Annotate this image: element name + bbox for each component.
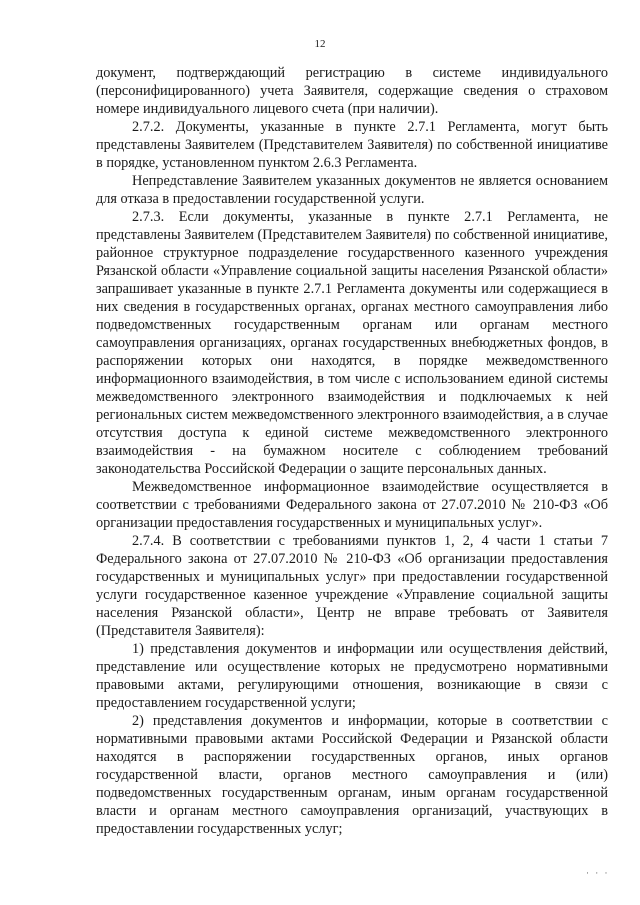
paragraph-non-submission: Непредставление Заявителем указанных документов не является основанием для отказа в предоставлении государственной услуги.: [96, 173, 608, 207]
paragraph-item-2: 2) представления документов и информации, которые в соответствии с нормативными правовыми актами Российской Федерации и Рязанской области находятся в распоряжении государственных органов, иных органов государственной власти, органов местного самоуправления и (или) подведомственных государственным органам, иным органам государственной власти и органам местного самоуправления организаций, участвующих в предоставлении государственных услуг;: [96, 713, 608, 837]
paragraph-interagency: Межведомственное информационное взаимодействие осуществляется в соответствии с требованиями Федерального закона от 27.07.2010 № 210-ФЗ «Об организации предоставления государственных и муниципальных услуг».: [96, 479, 608, 531]
paragraph-item-1: 1) представления документов и информации или осуществления действий, представление или осуществление которых не предусмотрено нормативными правовыми актами, регулирующими отношения, возникающие в связи с предоставлением государственной услуги;: [96, 641, 608, 711]
paragraph-continuation: документ, подтверждающий регистрацию в системе индивидуального (персонифицированного) учета Заявителя, содержащие сведения о страховом номере индивидуального лицевого счета (при наличии).: [96, 65, 608, 117]
page-number: 12: [314, 38, 326, 50]
paragraph-2-7-4: 2.7.4. В соответствии с требованиями пунктов 1, 2, 4 части 1 статьи 7 Федерального закона от 27.07.2010 № 210-ФЗ «Об организации предоставления государственных и муниципальных услуг» при предоставлении государственной услуги государственное казенное учреждение «Управление социальной защиты населения Рязанской области», Центр не вправе требовать от Заявителя (Представителя Заявителя):: [96, 533, 608, 639]
paragraph-2-7-2: 2.7.2. Документы, указанные в пункте 2.7.1 Регламента, могут быть представлены Заявителем (Представителем Заявителя) по собственной инициативе в порядке, установленном пунктом 2.6.3 Регламента.: [96, 119, 608, 171]
scan-mark: · · ·: [586, 868, 610, 878]
paragraph-2-7-3: 2.7.3. Если документы, указанные в пункте 2.7.1 Регламента, не представлены Заявителем (Представителем Заявителя) по собственной инициативе, районное структурное подразделение государственного казенного учреждения Рязанской области «Управление социальной защиты населения Рязанской области» запрашивает указанные в пункте 2.7.1 Регламента документы или содержащиеся в них сведения в государственных органах, органах местного самоуправления либо подведомственных государственным органам или органам местного самоуправления организациях, органах государственных внебюджетных фондов, в распоряжении которых они находятся, в порядке межведомственного информационного взаимодействия, в том числе с использованием единой системы межведомственного электронного взаимодействия и подключаемых к ней региональных систем межведомственного электронного взаимодействия, а в случае отсутствия доступа к единой системе межведомственного электронного взаимодействия - на бумажном носителе с соблюдением требований законодательства Российской Федерации о защите персональных данных.: [96, 209, 608, 477]
document-body: [96, 64, 608, 838]
